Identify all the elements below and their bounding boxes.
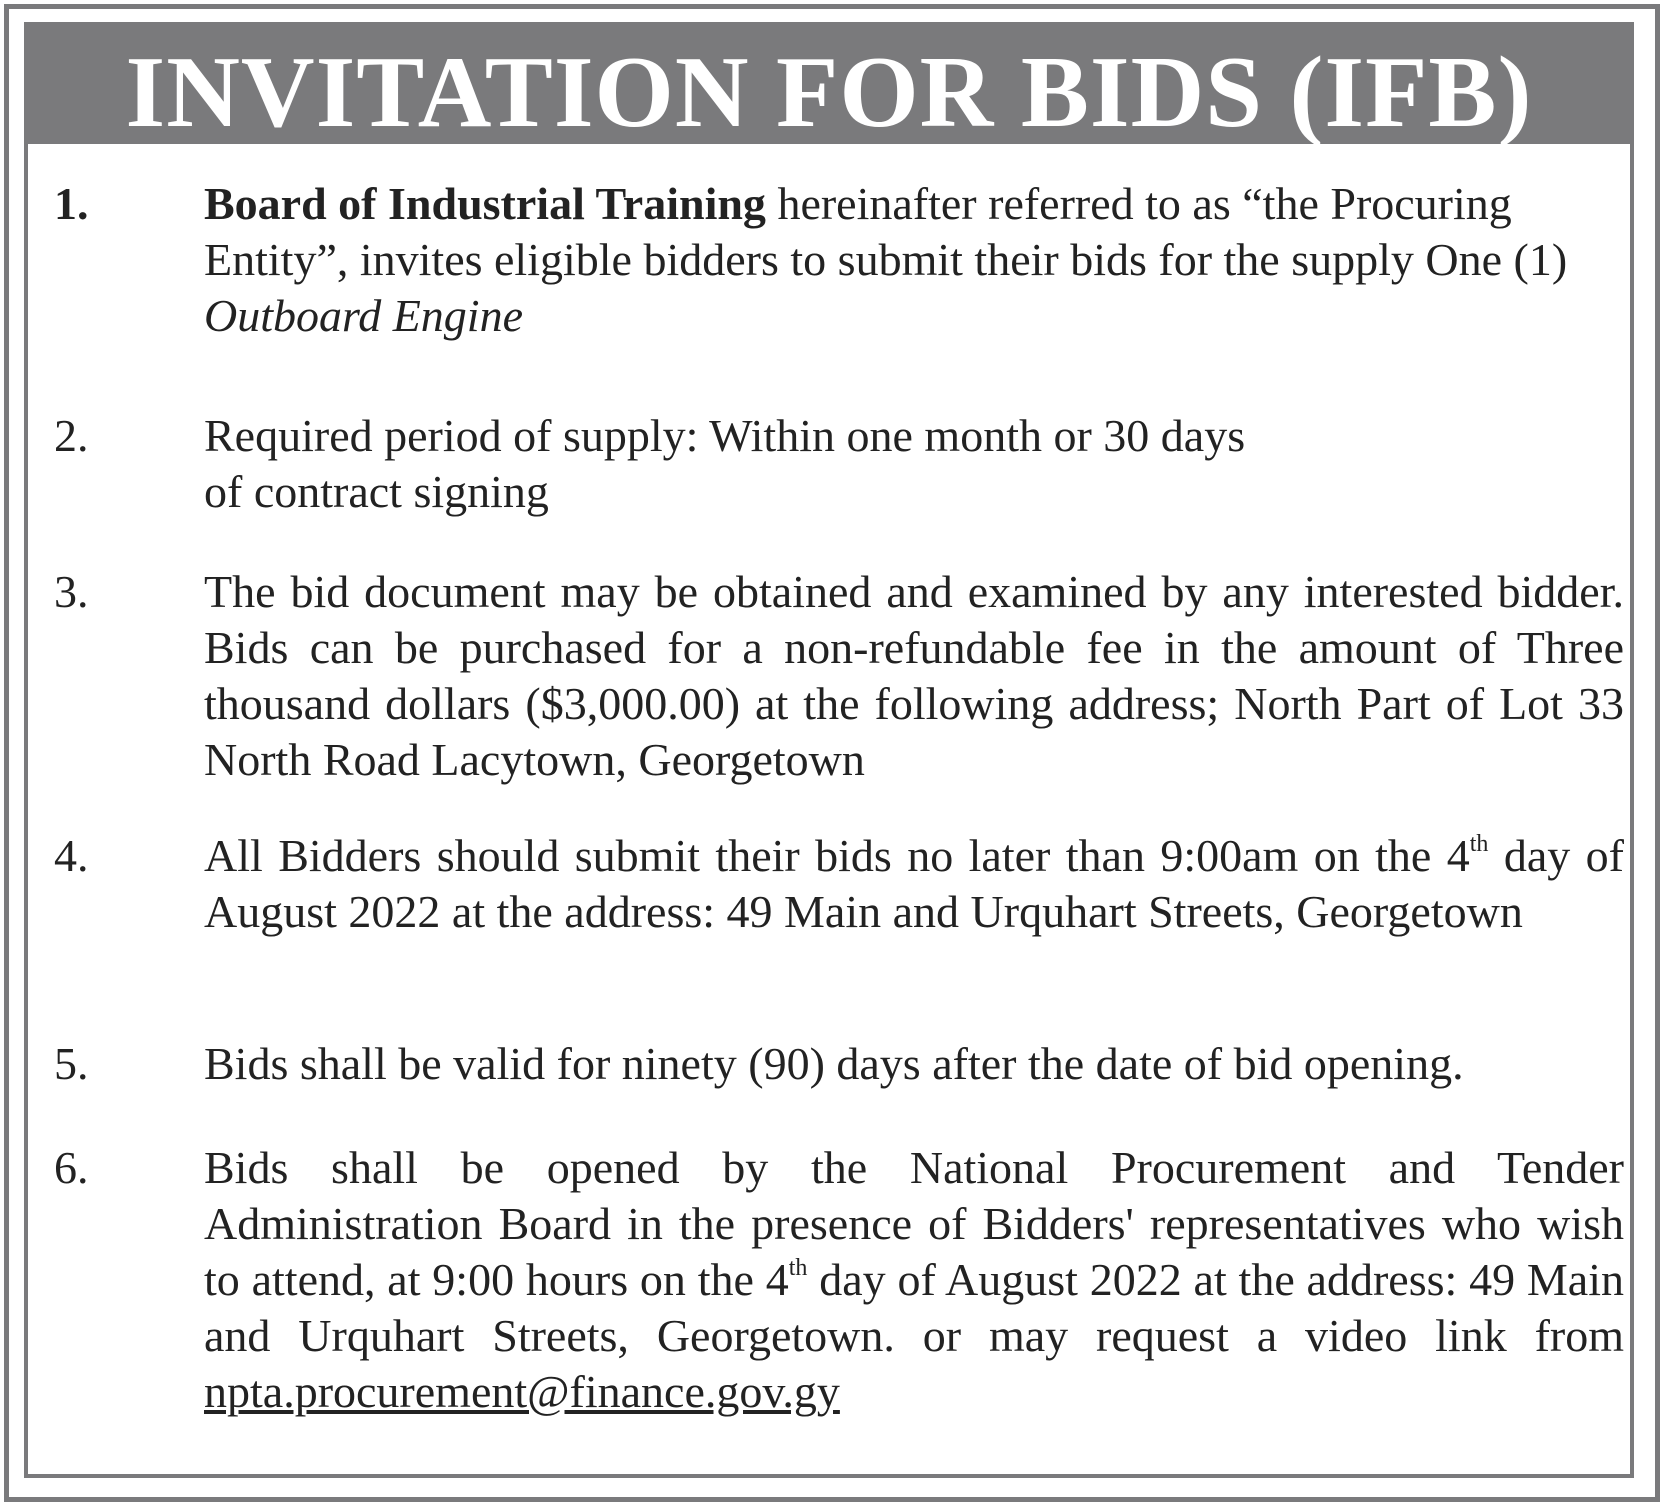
item-text-part: day of August 2022 at the address: 49 Main and Urquhart Streets, Georgetown. or may request a video link from bbox=[204, 1254, 1625, 1361]
item-text-part: All Bidders should submit their bids no later than 9:00am on the 4 bbox=[204, 830, 1470, 881]
item-text bbox=[204, 564, 1624, 788]
notice-panel bbox=[24, 22, 1634, 1478]
email-link[interactable]: npta.procurement@finance.gov.gy bbox=[204, 1366, 840, 1417]
item-text-part: Bids shall be opened by the National Procurement and Tender Administration Board in the presence of Bidders' representatives who wish to attend, at 9:00 hours on the 4 bbox=[204, 1142, 1624, 1305]
item-text bbox=[204, 408, 1294, 520]
item-number: 4. bbox=[54, 830, 89, 881]
ordinal-suffix: th bbox=[788, 1255, 808, 1281]
item-text-part: Required period of supply: Within one month or 30 days of contract signing bbox=[204, 410, 1246, 517]
item-text-part: hereinafter referred to as “the Procuring Entity”, invites eligible bidders to submit their bids for the supply One (1) bbox=[204, 178, 1568, 285]
item-number: 3. bbox=[54, 566, 89, 617]
item-number: 5. bbox=[54, 1038, 89, 1089]
item-text bbox=[204, 1036, 1624, 1092]
item-name: Outboard Engine bbox=[204, 290, 523, 341]
ordinal-suffix: th bbox=[1469, 831, 1489, 857]
item-text-part: day of August 2022 at the address: 49 Main and Urquhart Streets, Georgetown bbox=[204, 830, 1624, 937]
item-text-part: Bids shall be valid for ninety (90) days after the date of bid opening. bbox=[204, 1038, 1464, 1089]
procuring-entity-name: Board of Industrial Training bbox=[204, 178, 766, 229]
item-text bbox=[204, 1140, 1624, 1420]
item-number: 2. bbox=[54, 410, 89, 461]
item-text bbox=[204, 176, 1624, 344]
item-text-part: The bid document may be obtained and examined by any interested bidder. Bids can be purchased for a non-refundable fee in the amount of Three thousand dollars ($3,000.00) at the following address; North Part of Lot 33 North Road Lacytown, Georgetown bbox=[204, 566, 1624, 785]
item-text bbox=[204, 828, 1624, 940]
page-title: INVITATION FOR BIDS (IFB) bbox=[28, 26, 1630, 144]
item-number: 6. bbox=[54, 1142, 89, 1193]
item-number: 1. bbox=[54, 178, 89, 229]
